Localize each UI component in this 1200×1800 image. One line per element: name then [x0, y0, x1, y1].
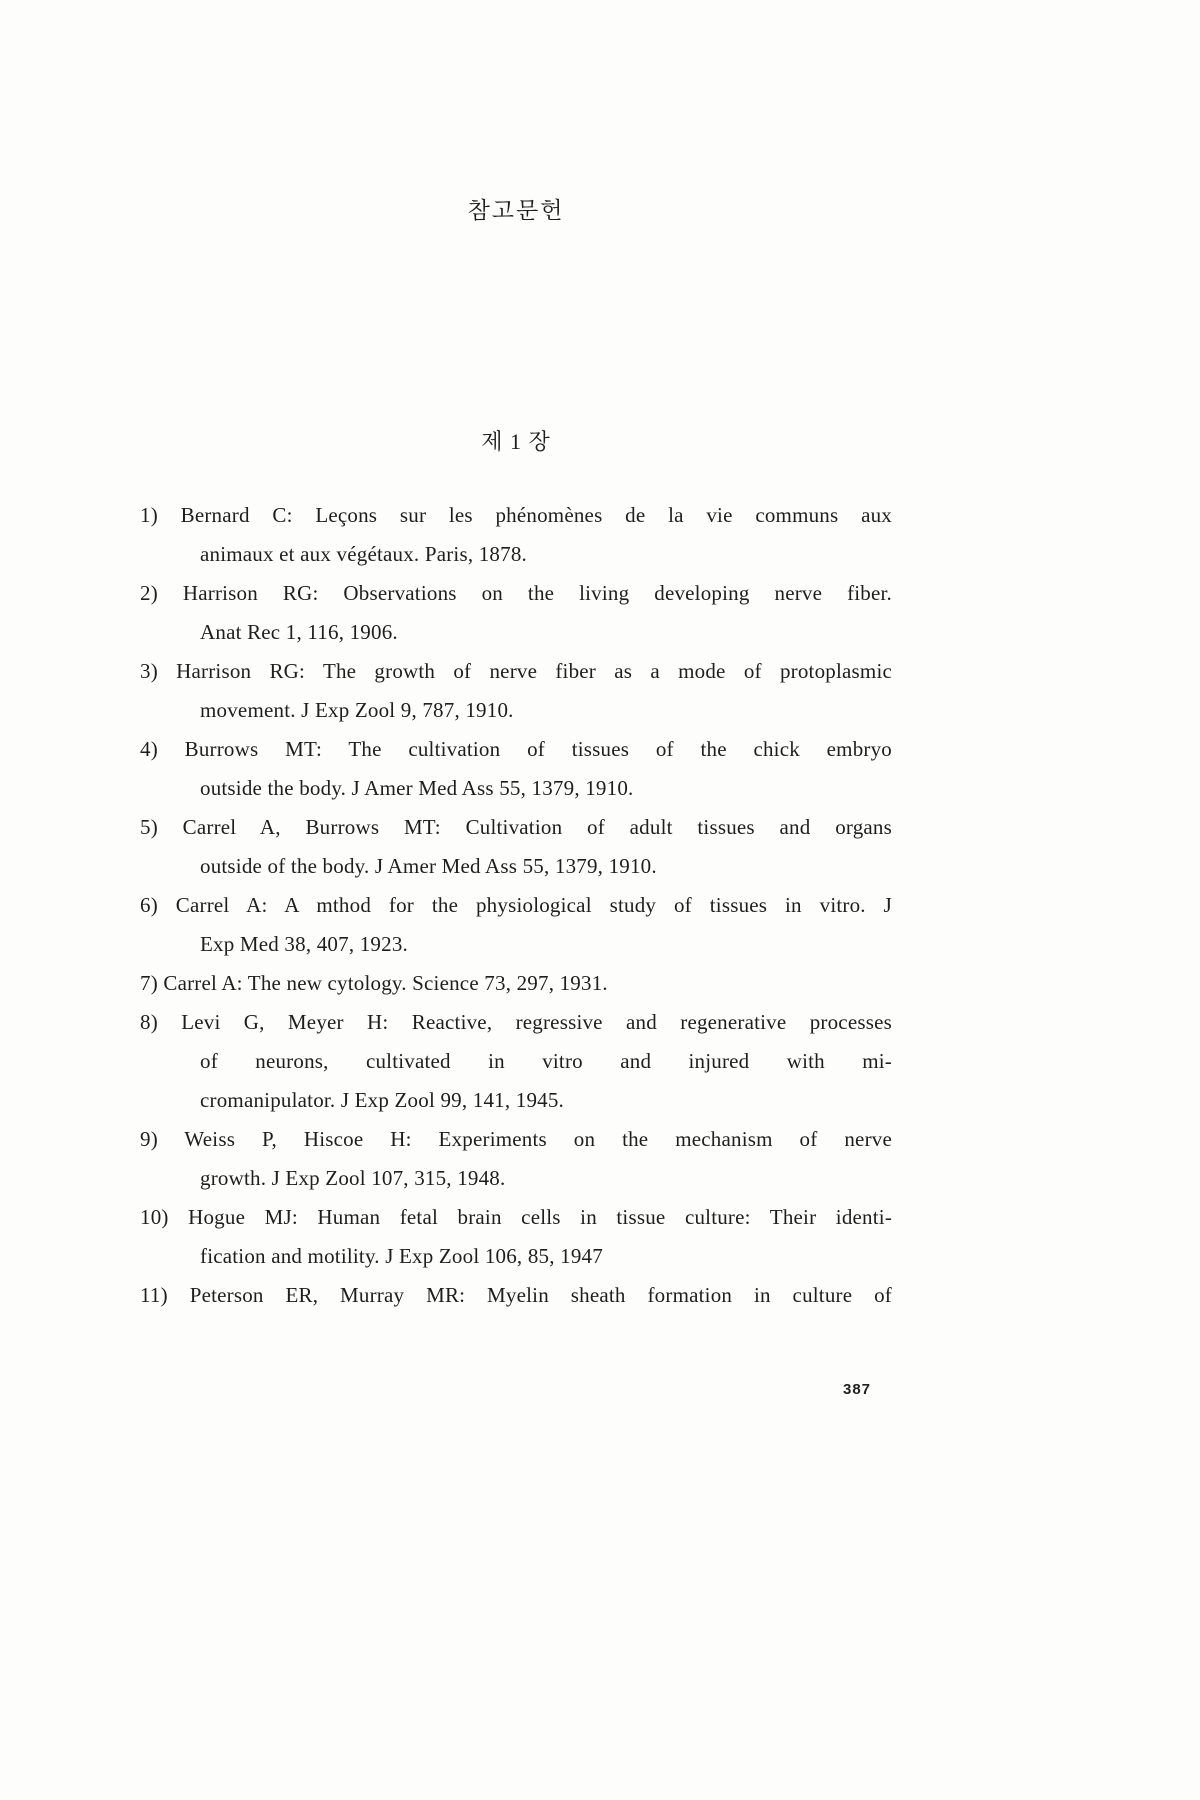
reference-text: Bernard C: Leçons sur les phénomènes de la vie communs aux: [180, 503, 893, 527]
reference-number: 2): [140, 581, 158, 605]
reference-number: 4): [140, 737, 158, 761]
reference-line: outside the body. J Amer Med Ass 55, 1379, 1910.: [200, 776, 634, 800]
reference-line: [140, 496, 892, 535]
reference-number: 5): [140, 815, 158, 839]
reference-item: [140, 1120, 892, 1198]
reference-line: [140, 730, 892, 769]
reference-line: [140, 964, 892, 1003]
reference-number: 9): [140, 1127, 158, 1151]
reference-item: [140, 964, 892, 1003]
reference-line: cromanipulator. J Exp Zool 99, 141, 1945.: [200, 1088, 564, 1112]
reference-line: [140, 652, 892, 691]
reference-number: 3): [140, 659, 158, 683]
reference-text: Carrel A: The new cytology. Science 73, 297, 1931.: [163, 971, 608, 995]
reference-line: [140, 574, 892, 613]
reference-line: animaux et aux végétaux. Paris, 1878.: [200, 542, 527, 566]
reference-item: [140, 1003, 892, 1120]
reference-line: [140, 1003, 892, 1042]
page-content: [140, 0, 892, 1315]
reference-text: Carrel A, Burrows MT: Cultivation of adult tissues and organs: [182, 815, 892, 839]
reference-line: [140, 886, 892, 925]
reference-item: [140, 574, 892, 652]
reference-text: Peterson ER, Murray MR: Myelin sheath formation in culture of: [189, 1283, 893, 1307]
reference-text: Hogue MJ: Human fetal brain cells in tissue culture: Their identi-: [188, 1205, 893, 1229]
reference-line: [140, 808, 892, 847]
reference-text: Carrel A: A mthod for the physiological study of tissues in vitro. J: [175, 893, 892, 917]
reference-item: [140, 496, 892, 574]
reference-number: 8): [140, 1010, 158, 1034]
reference-line: growth. J Exp Zool 107, 315, 1948.: [200, 1166, 506, 1190]
reference-number: 1): [140, 503, 158, 527]
chapter-heading: 제 1 장: [481, 429, 551, 454]
reference-number: 11): [140, 1283, 168, 1307]
reference-text: Harrison RG: Observations on the living developing nerve fiber.: [182, 581, 892, 605]
reference-line: movement. J Exp Zool 9, 787, 1910.: [200, 698, 514, 722]
reference-line: [140, 1276, 892, 1315]
reference-item: [140, 808, 892, 886]
reference-number: 6): [140, 893, 158, 917]
reference-line: [140, 1198, 892, 1237]
reference-line: of neurons, cultivated in vitro and injured with mi-: [200, 1049, 892, 1073]
reference-line: [140, 1120, 892, 1159]
reference-number: 10): [140, 1205, 169, 1229]
references-title: 참고문헌: [467, 198, 565, 223]
reference-text: Weiss P, Hiscoe H: Experiments on the mechanism of nerve: [184, 1127, 892, 1151]
reference-item: [140, 1198, 892, 1276]
reference-line: Anat Rec 1, 116, 1906.: [200, 620, 398, 644]
reference-line: Exp Med 38, 407, 1923.: [200, 932, 408, 956]
reference-item: [140, 652, 892, 730]
reference-item: [140, 886, 892, 964]
reference-number: 7): [140, 971, 158, 995]
reference-item: [140, 1276, 892, 1315]
reference-text: Harrison RG: The growth of nerve fiber as a mode of protoplasmic: [176, 659, 892, 683]
reference-line: fication and motility. J Exp Zool 106, 85, 1947: [200, 1244, 603, 1268]
reference-list: [140, 496, 892, 1315]
page-number: 387: [843, 1381, 872, 1398]
reference-line: outside of the body. J Amer Med Ass 55, 1379, 1910.: [200, 854, 657, 878]
reference-text: Levi G, Meyer H: Reactive, regressive and regenerative processes: [181, 1010, 892, 1034]
reference-item: [140, 730, 892, 808]
reference-text: Burrows MT: The cultivation of tissues of the chick embryo: [184, 737, 892, 761]
